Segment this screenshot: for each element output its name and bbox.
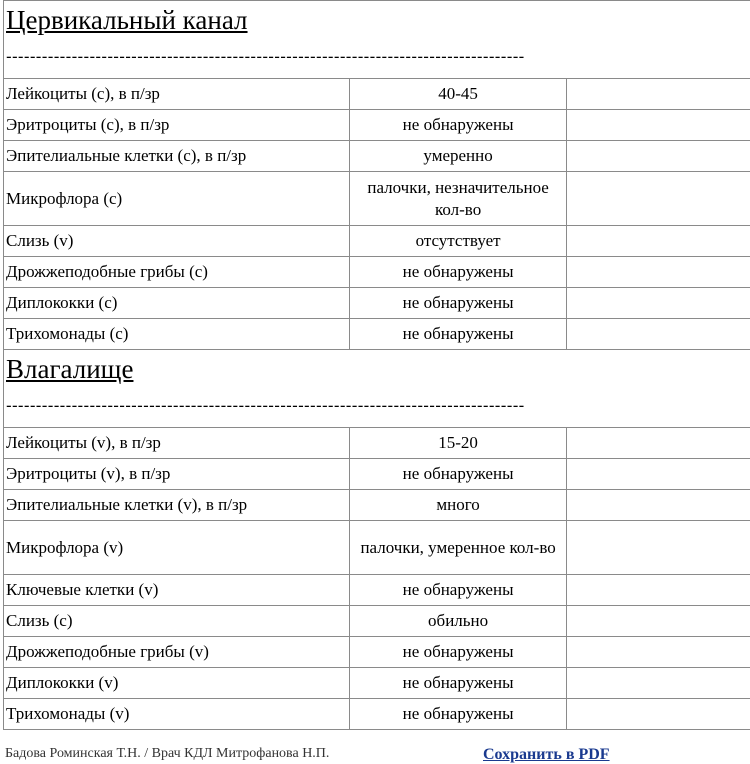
parameter-value: не обнаружены (350, 459, 566, 490)
doctor-signatures: Бадова Роминская Т.Н. / Врач КДЛ Митрофанова Н.П. (5, 746, 329, 762)
empty-cell (566, 288, 750, 319)
empty-cell (566, 521, 750, 575)
parameter-name: Микрофлора (v) (4, 521, 350, 575)
table-row (4, 428, 750, 459)
parameter-value: умеренно (350, 141, 566, 172)
dashed-separator: --------------------------------------------------------------------------------------- (6, 47, 750, 67)
empty-cell (566, 226, 750, 257)
parameter-value: палочки, незначительное кол-во (350, 172, 566, 226)
parameter-name: Слизь (v) (4, 226, 350, 257)
table-row (4, 521, 750, 575)
parameter-value: не обнаружены (350, 699, 566, 730)
empty-cell (566, 637, 750, 668)
parameter-value: 15-20 (350, 428, 566, 459)
section-title: Влагалище (6, 350, 750, 384)
parameter-value: 40-45 (350, 79, 566, 110)
table-row (4, 668, 750, 699)
dashed-separator: --------------------------------------------------------------------------------------- (6, 396, 750, 416)
table-row (4, 490, 750, 521)
section-title: Цервикальный канал (6, 1, 750, 35)
parameter-value: не обнаружены (350, 575, 566, 606)
section-header-vagina (4, 350, 750, 428)
parameter-name: Эпителиальные клетки (c), в п/зр (4, 141, 350, 172)
parameter-name: Эритроциты (v), в п/зр (4, 459, 350, 490)
save-pdf-link[interactable]: Сохранить в PDF (483, 746, 610, 764)
table-row (4, 637, 750, 668)
table-row (4, 110, 750, 141)
parameter-name: Дрожжеподобные грибы (c) (4, 257, 350, 288)
table-row (4, 79, 750, 110)
parameter-name: Лейкоциты (c), в п/зр (4, 79, 350, 110)
table-row (4, 288, 750, 319)
empty-cell (566, 319, 750, 350)
table-row (4, 606, 750, 637)
empty-cell (566, 257, 750, 288)
parameter-name: Лейкоциты (v), в п/зр (4, 428, 350, 459)
table-row (4, 459, 750, 490)
parameter-name: Трихомонады (c) (4, 319, 350, 350)
empty-cell (566, 606, 750, 637)
parameter-value: не обнаружены (350, 319, 566, 350)
empty-cell (566, 172, 750, 226)
parameter-name: Трихомонады (v) (4, 699, 350, 730)
empty-cell (566, 575, 750, 606)
table-row (4, 257, 750, 288)
parameter-value: не обнаружены (350, 637, 566, 668)
parameter-name: Эпителиальные клетки (v), в п/зр (4, 490, 350, 521)
empty-cell (566, 110, 750, 141)
section-header-cervical (4, 1, 750, 79)
parameter-value: отсутствует (350, 226, 566, 257)
table-row (4, 226, 750, 257)
parameter-name: Ключевые клетки (v) (4, 575, 350, 606)
empty-cell (566, 428, 750, 459)
parameter-name: Эритроциты (c), в п/зр (4, 110, 350, 141)
parameter-value: обильно (350, 606, 566, 637)
empty-cell (566, 141, 750, 172)
empty-cell (566, 699, 750, 730)
table-row (4, 699, 750, 730)
empty-cell (566, 668, 750, 699)
parameter-name: Микрофлора (c) (4, 172, 350, 226)
table-row (4, 141, 750, 172)
table-row (4, 172, 750, 226)
smear-results-table (3, 0, 750, 730)
empty-cell (566, 459, 750, 490)
parameter-value: палочки, умеренное кол-во (350, 521, 566, 575)
table-row (4, 575, 750, 606)
parameter-value: много (350, 490, 566, 521)
parameter-value: не обнаружены (350, 257, 566, 288)
parameter-name: Диплококки (v) (4, 668, 350, 699)
parameter-name: Диплококки (c) (4, 288, 350, 319)
parameter-name: Дрожжеподобные грибы (v) (4, 637, 350, 668)
parameter-value: не обнаружены (350, 110, 566, 141)
parameter-value: не обнаружены (350, 288, 566, 319)
table-row (4, 319, 750, 350)
empty-cell (566, 79, 750, 110)
empty-cell (566, 490, 750, 521)
parameter-name: Слизь (c) (4, 606, 350, 637)
parameter-value: не обнаружены (350, 668, 566, 699)
